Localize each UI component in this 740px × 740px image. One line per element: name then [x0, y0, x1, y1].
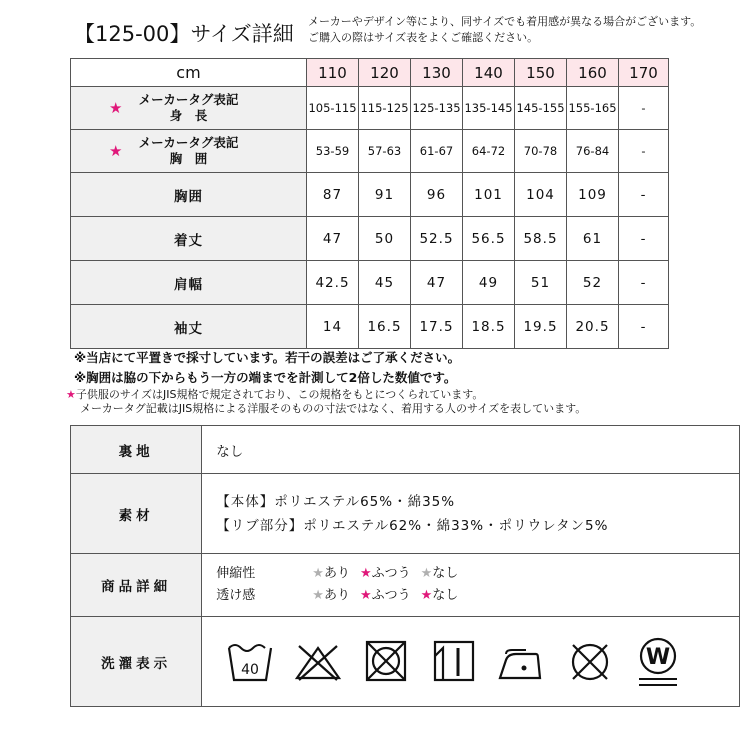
table-cell: 125-135 [411, 87, 463, 130]
table-cell: 155-165 [567, 87, 619, 130]
table-cell: 52 [567, 261, 619, 305]
size-header-row [71, 59, 669, 87]
care-symbols [202, 617, 740, 707]
option-text: ふつう [371, 566, 411, 581]
table-cell: 20.5 [567, 305, 619, 349]
material-label: 素材 [71, 474, 202, 554]
size-disclaimer [308, 14, 701, 46]
table-cell: - [619, 261, 669, 305]
disclaimer-line: ご購入の際はサイズ表をよくご確認ください。 [308, 31, 539, 44]
tag-label-bottom: 身 長 [169, 108, 208, 123]
product-info-table [70, 425, 740, 707]
option-text: なし [432, 566, 459, 581]
table-cell: 45 [359, 261, 411, 305]
table-cell: 58.5 [515, 217, 567, 261]
table-cell: 42.5 [307, 261, 359, 305]
detail-name: 伸縮性 [216, 566, 256, 581]
detail-label: 商品詳細 [71, 554, 202, 617]
measure-note: ※当店にて平置きで採寸しています。若干の誤差はご了承ください。 [74, 350, 461, 365]
option-text: ふつう [371, 588, 411, 603]
star-icon: ★ [109, 99, 123, 117]
table-cell: 145-155 [515, 87, 567, 130]
no-dry-clean-icon [556, 636, 624, 688]
stretch-line [216, 563, 739, 585]
option-item [421, 585, 459, 607]
table-cell: 49 [463, 261, 515, 305]
length-row [71, 217, 669, 261]
size-header-130: 130 [411, 59, 463, 87]
size-header-150: 150 [515, 59, 567, 87]
row-label: 着丈 [71, 217, 307, 261]
chest-note: ※胸囲は脇の下からもう一方の端までを計測して2倍した数値です。 [74, 370, 457, 385]
sheerness-line [216, 585, 739, 607]
star-icon: ★ [109, 142, 123, 160]
star-icon: ★ [359, 566, 372, 581]
star-icon: ★ [66, 388, 76, 401]
detail-name: 透け感 [216, 588, 256, 603]
material-value [202, 474, 740, 554]
lining-row [71, 426, 740, 474]
table-cell: 47 [411, 261, 463, 305]
option-item [360, 563, 411, 585]
table-cell: 135-145 [463, 87, 515, 130]
table-cell: 104 [515, 173, 567, 217]
table-cell: 57-63 [359, 130, 411, 173]
star-icon: ★ [420, 566, 433, 581]
size-table [70, 58, 669, 349]
table-cell: 96 [411, 173, 463, 217]
size-header-110: 110 [307, 59, 359, 87]
sleeve-row [71, 305, 669, 349]
table-cell: 87 [307, 173, 359, 217]
jis-note [66, 388, 586, 416]
table-cell: 109 [567, 173, 619, 217]
size-header-160: 160 [567, 59, 619, 87]
jis-note-line: メーカータグ記載はJIS規格による洋服そのものの寸法ではなく、着用する人のサイズを表しています。 [80, 402, 587, 415]
table-cell: 47 [307, 217, 359, 261]
table-cell: - [619, 130, 669, 173]
option-item [421, 563, 459, 585]
table-cell: 61-67 [411, 130, 463, 173]
table-cell: 17.5 [411, 305, 463, 349]
option-item [360, 585, 411, 607]
line-dry-icon [420, 636, 488, 688]
option-item [312, 585, 350, 607]
size-header-140: 140 [463, 59, 515, 87]
row-label: 胸囲 [71, 173, 307, 217]
table-cell: 115-125 [359, 87, 411, 130]
star-icon: ★ [312, 566, 324, 581]
table-cell: 19.5 [515, 305, 567, 349]
star-icon: ★ [359, 588, 372, 603]
unit-label: cm [71, 59, 307, 87]
detail-value [202, 554, 740, 617]
table-cell: 76-84 [567, 130, 619, 173]
table-cell: 56.5 [463, 217, 515, 261]
table-cell: 105-115 [307, 87, 359, 130]
option-text: なし [432, 588, 459, 603]
option-text: あり [323, 588, 350, 603]
jis-note-line: 子供服のサイズはJIS規格で規定されており、この規格をもとにつくられています。 [75, 388, 484, 401]
table-cell: 61 [567, 217, 619, 261]
table-cell: 16.5 [359, 305, 411, 349]
table-cell: 64-72 [463, 130, 515, 173]
table-cell: 50 [359, 217, 411, 261]
tag-label-top: メーカータグ表記 [138, 135, 239, 150]
material-row [71, 474, 740, 554]
chest-row [71, 173, 669, 217]
tag-chest-row [71, 130, 669, 173]
table-cell: 91 [359, 173, 411, 217]
iron-low-icon [488, 636, 556, 688]
tag-label-bottom: 胸 囲 [169, 151, 208, 166]
table-cell: - [619, 173, 669, 217]
table-cell: 14 [307, 305, 359, 349]
table-cell: 70-78 [515, 130, 567, 173]
star-icon: ★ [420, 588, 433, 603]
table-cell: - [619, 305, 669, 349]
row-label: 袖丈 [71, 305, 307, 349]
table-cell: - [619, 217, 669, 261]
care-row [71, 617, 740, 707]
tag-height-label [71, 87, 307, 130]
disclaimer-line: メーカーやデザイン等により、同サイズでも着用感が異なる場合がございます。 [308, 15, 702, 28]
star-icon: ★ [312, 588, 324, 603]
table-cell: - [619, 87, 669, 130]
material-line: 【本体】ポリエステル65%・綿35% [216, 493, 456, 510]
detail-row [71, 554, 740, 617]
wash-temp-text: 40 [241, 661, 260, 678]
table-cell: 51 [515, 261, 567, 305]
option-text: あり [323, 566, 350, 581]
no-bleach-icon [284, 636, 352, 688]
material-line: 【リブ部分】ポリエステル62%・綿33%・ポリウレタン5% [216, 517, 609, 534]
tag-label-top: メーカータグ表記 [138, 92, 239, 107]
wash-40-icon [216, 636, 284, 688]
size-header-120: 120 [359, 59, 411, 87]
lining-value: なし [202, 426, 740, 474]
no-tumble-dry-icon [352, 636, 420, 688]
wet-clean-icon [624, 636, 692, 688]
page-title: 【125-00】サイズ詳細 [74, 22, 294, 46]
table-cell: 101 [463, 173, 515, 217]
table-cell: 53-59 [307, 130, 359, 173]
size-header-170: 170 [619, 59, 669, 87]
row-label: 肩幅 [71, 261, 307, 305]
tag-height-row [71, 87, 669, 130]
table-cell: 18.5 [463, 305, 515, 349]
shoulder-row [71, 261, 669, 305]
wet-clean-letter: W [646, 644, 671, 670]
option-item [312, 563, 350, 585]
lining-label: 裏地 [71, 426, 202, 474]
tag-chest-label [71, 130, 307, 173]
table-cell: 52.5 [411, 217, 463, 261]
care-label: 洗濯表示 [71, 617, 202, 707]
